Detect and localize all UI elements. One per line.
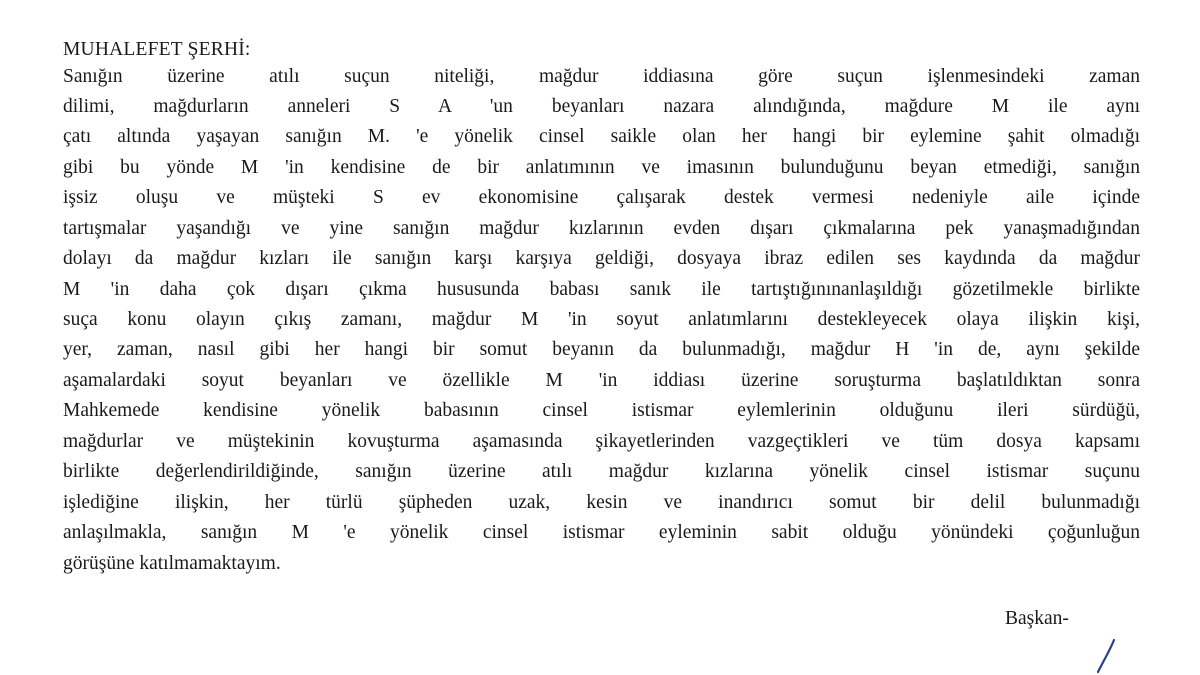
body-line: aşamalardaki soyut beyanları ve özellikle M 'in iddiası üzerine soruşturma başlatıldıktan sonra <box>63 370 1140 391</box>
body-line: birlikte değerlendirildiğinde, sanığın üzerine atılı mağdur kızlarına yönelik cinsel istismar suçunu <box>63 461 1140 482</box>
signature-stroke-icon <box>1092 638 1122 674</box>
body-line: yer, zaman, nasıl gibi her hangi bir somut beyanın da bulunmadığı, mağdur H 'in de, aynı şekilde <box>63 339 1140 360</box>
body-line: anlaşılmakla, sanığın M 'e yönelik cinsel istismar eyleminin sabit olduğu yönündeki çoğunluğun <box>63 522 1140 543</box>
body-line: işsiz oluşu ve müşteki S ev ekonomisine çalışarak destek vermesi nedeniyle aile içinde <box>63 187 1140 208</box>
signer-title: Başkan- <box>1005 608 1069 629</box>
body-line: gibi bu yönde M 'in kendisine de bir anlatımının ve imasının bulunduğunu beyan etmediği, sanığın <box>63 157 1140 178</box>
body-line: dolayı da mağdur kızları ile sanığın karşı karşıya geldiği, dosyaya ibraz edilen ses kaydında da mağdur <box>63 248 1140 269</box>
body-line: Sanığın üzerine atılı suçun niteliği, mağdur iddiasına göre suçun işlenmesindeki zaman <box>63 66 1140 87</box>
body-line: Mahkemede kendisine yönelik babasının cinsel istismar eylemlerinin olduğunu ileri sürdüğü, <box>63 400 1140 421</box>
body-line: dilimi, mağdurların anneleri S A 'un beyanları nazara alındığında, mağdure M ile aynı <box>63 96 1140 117</box>
document-heading: MUHALEFET ŞERHİ: <box>63 39 251 60</box>
body-line: çatı altında yaşayan sanığın M. 'e yönelik cinsel saikle olan her hangi bir eylemine şahit olmadığı <box>63 126 1140 147</box>
body-line: işlediğine ilişkin, her türlü şüpheden uzak, kesin ve inandırıcı somut bir delil bulunmadığı <box>63 492 1140 513</box>
body-line-last: görüşüne katılmamaktayım. <box>63 553 281 574</box>
body-line: M 'in daha çok dışarı çıkma hususunda babası sanık ile tartıştığınınanlaşıldığı gözetilmekle birlikte <box>63 279 1140 300</box>
body-line: mağdurlar ve müştekinin kovuşturma aşamasında şikayetlerinden vazgeçtikleri ve tüm dosya kapsamı <box>63 431 1140 452</box>
body-line: tartışmalar yaşandığı ve yine sanığın mağdur kızlarının evden dışarı çıkmalarına pek yanaşmadığından <box>63 218 1140 239</box>
body-line: suça konu olayın çıkış zamanı, mağdur M 'in soyut anlatımlarını destekleyecek olaya ilişkin kişi, <box>63 309 1140 330</box>
